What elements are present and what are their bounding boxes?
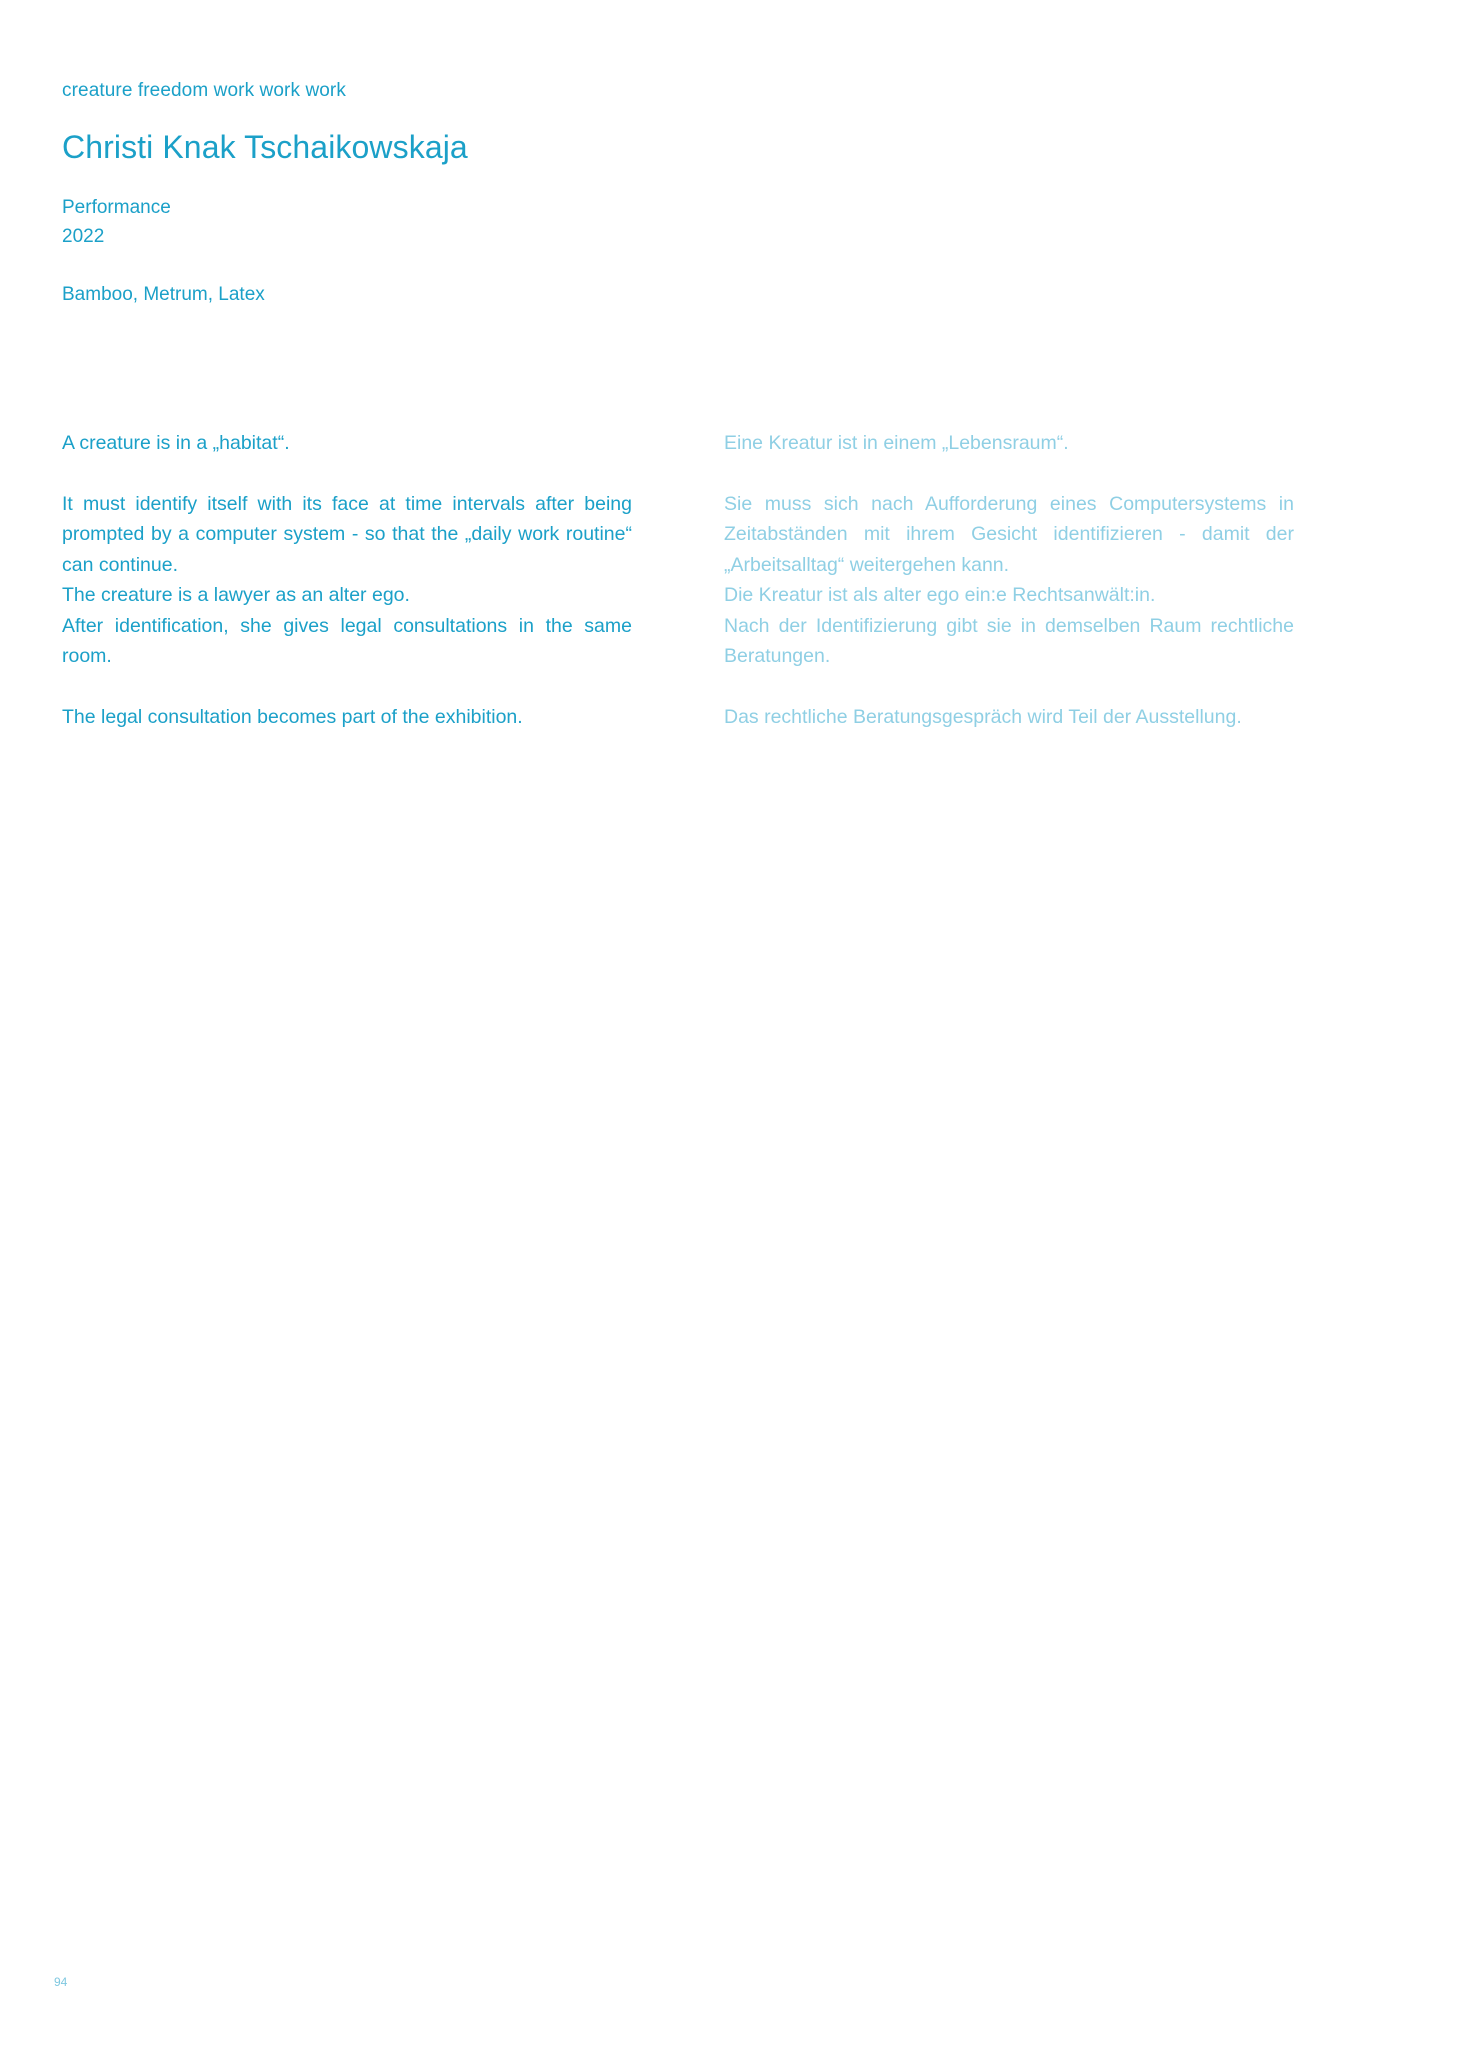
header-block	[62, 78, 962, 309]
page-title: Christi Knak Tschaikowskaja	[62, 129, 468, 165]
work-materials: Bamboo, Metrum, Latex	[62, 284, 265, 305]
en-paragraph-2-part-1: It must identify itself with its face at time intervals after being prompted by a computer system - so that the „daily work routine“ can continue.	[62, 492, 632, 576]
work-year: 2022	[62, 226, 105, 247]
text-columns	[62, 428, 1297, 732]
column-german	[724, 428, 1294, 732]
en-paragraph-2	[62, 489, 632, 672]
work-medium: Performance	[62, 197, 171, 218]
en-paragraph-2-part-3: After identification, she gives legal consultations in the same room.	[62, 614, 632, 667]
de-paragraph-2-part-3: Nach der Identifizierung gibt sie in demselben Raum rechtliche Beratungen.	[724, 614, 1294, 667]
eyebrow-text: creature freedom work work work	[62, 80, 346, 101]
de-paragraph-1: Eine Kreatur ist in einem „Lebensraum“.	[724, 432, 1069, 454]
de-paragraph-2	[724, 489, 1294, 672]
de-paragraph-3: Das rechtliche Beratungsgespräch wird Teil der Ausstellung.	[724, 705, 1242, 728]
en-paragraph-2-part-2: The creature is a lawyer as an alter ego.	[62, 584, 410, 606]
de-paragraph-2-part-1: Sie muss sich nach Aufforderung eines Computersystems in Zeitabständen mit ihrem Gesicht identifizieren - damit der „Arbeitsalltag“ weitergehen kann.	[724, 492, 1294, 576]
page-number: 94	[54, 1975, 68, 1989]
en-paragraph-3: The legal consultation becomes part of the exhibition.	[62, 705, 523, 728]
column-english	[62, 428, 632, 732]
en-paragraph-1: A creature is in a „habitat“.	[62, 432, 290, 454]
work-meta	[62, 193, 962, 251]
de-paragraph-2-part-2: Die Kreatur ist als alter ego ein:e Rechtsanwält:in.	[724, 584, 1156, 606]
